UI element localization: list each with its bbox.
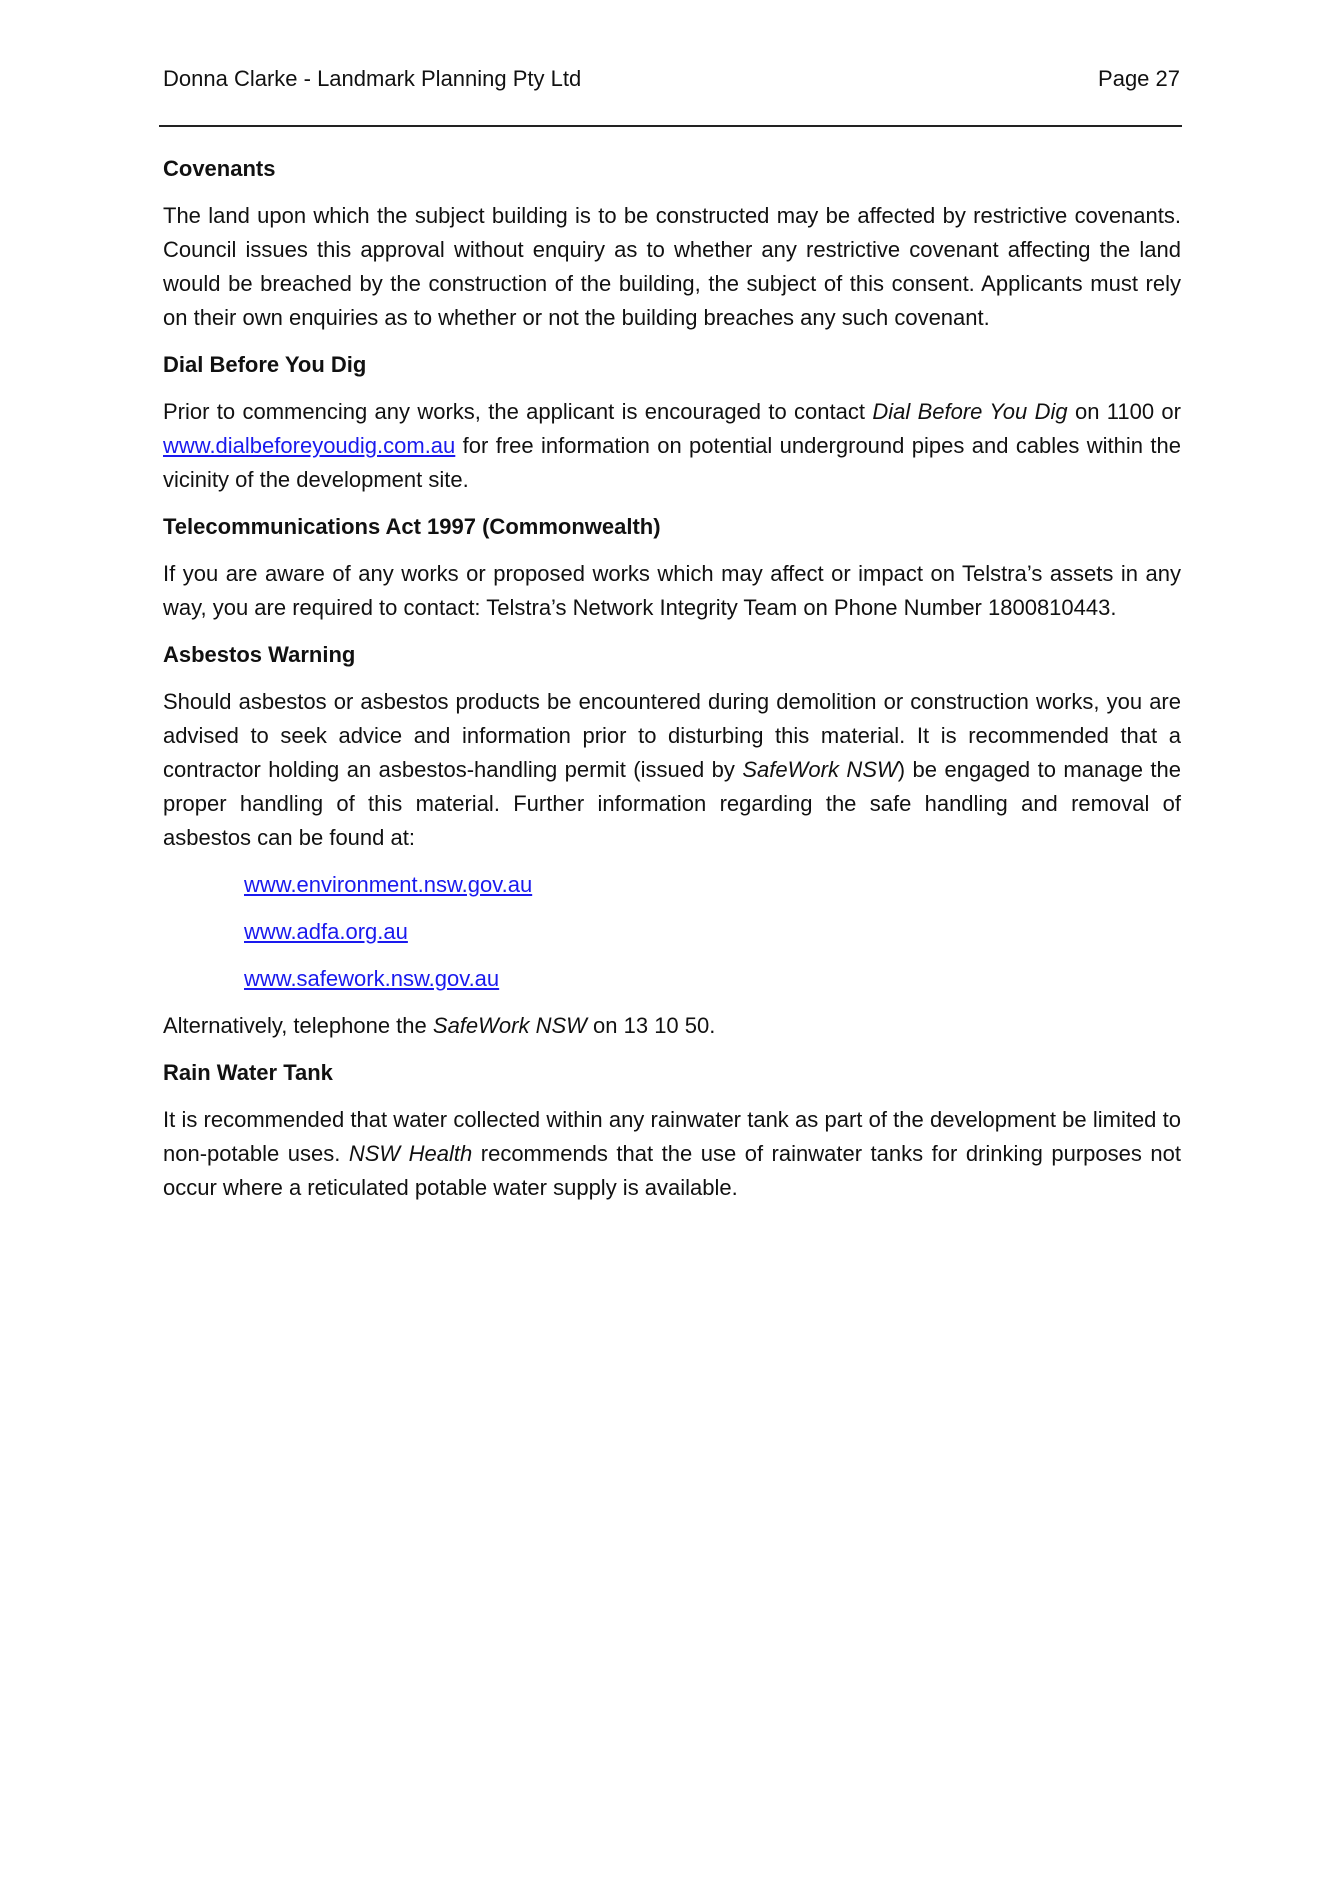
- dial-italic-name: Dial Before You Dig: [872, 399, 1068, 424]
- document-body: [163, 152, 1181, 1218]
- asbestos-text-before: Should asbestos or asbestos products be encountered during demolition or construction works, you are advised to seek advice and information prior to disturbing this material. It is recommended that a contractor holding an asbestos-handling permit (issued by: [163, 689, 1181, 782]
- asbestos-heading: Asbestos Warning: [163, 642, 356, 667]
- dial-text-mid: on 1100 or: [1067, 399, 1181, 424]
- dial-before-you-dig-paragraph: [163, 395, 1181, 497]
- dial-before-you-dig-heading: Dial Before You Dig: [163, 352, 367, 377]
- dial-text-after: for free information on potential underground pipes and cables within the vicinity of the development site.: [163, 433, 1181, 492]
- safework-link[interactable]: www.safework.nsw.gov.au: [244, 966, 500, 991]
- rain-water-tank-paragraph: [163, 1103, 1181, 1205]
- telecommunications-heading: Telecommunications Act 1997 (Commonwealth): [163, 514, 661, 539]
- covenants-heading: Covenants: [163, 156, 276, 181]
- asbestos-link-item: [163, 915, 1181, 949]
- adfa-link[interactable]: www.adfa.org.au: [244, 919, 408, 944]
- header-author: Donna Clarke - Landmark Planning Pty Ltd: [163, 66, 582, 91]
- asbestos-text-after: ) be engaged to manage the proper handling of this material. Further information regarding the safe handling and removal of asbestos can be found at:: [163, 757, 1181, 850]
- page-number: Page 27: [1098, 66, 1180, 91]
- alt-text-after: on 13 10 50.: [586, 1013, 716, 1038]
- dial-before-you-dig-link[interactable]: www.dialbeforeyoudig.com.au: [163, 433, 456, 458]
- rain-text-before: It is recommended that water collected within any rainwater tank as part of the development be limited to non-potable uses.: [163, 1107, 1181, 1166]
- dial-text-before: Prior to commencing any works, the applicant is encouraged to contact: [163, 399, 873, 424]
- asbestos-link-item: [163, 868, 1181, 902]
- asbestos-alternative-paragraph: [163, 1009, 1181, 1043]
- rain-italic-nsw-health: NSW Health: [348, 1141, 473, 1166]
- asbestos-italic-safework: SafeWork NSW: [742, 757, 898, 782]
- rain-water-tank-heading: Rain Water Tank: [163, 1060, 333, 1085]
- alt-text-before: Alternatively, telephone the: [163, 1013, 433, 1038]
- rain-text-after: recommends that the use of rainwater tanks for drinking purposes not occur where a reticulated potable water supply is available.: [163, 1141, 1181, 1200]
- telecommunications-paragraph: If you are aware of any works or proposed works which may affect or impact on Telstra’s assets in any way, you are required to contact: Telstra’s Network Integrity Team on Phone Number 1800810443.: [163, 561, 1181, 620]
- asbestos-paragraph: [163, 685, 1181, 855]
- alt-italic-safework: SafeWork NSW: [432, 1013, 587, 1038]
- covenants-paragraph: The land upon which the subject building is to be constructed may be affected by restrictive covenants. Council issues this approval without enquiry as to whether any restrictive covenant affecting the land would be breached by the construction of the building, the subject of this consent. Applicants must rely on their own enquiries as to whether or not the building breaches any such covenant.: [163, 203, 1181, 330]
- environment-link[interactable]: www.environment.nsw.gov.au: [244, 872, 533, 897]
- asbestos-link-item: [163, 962, 1181, 996]
- page-header: [163, 64, 1180, 94]
- header-divider: [159, 125, 1182, 127]
